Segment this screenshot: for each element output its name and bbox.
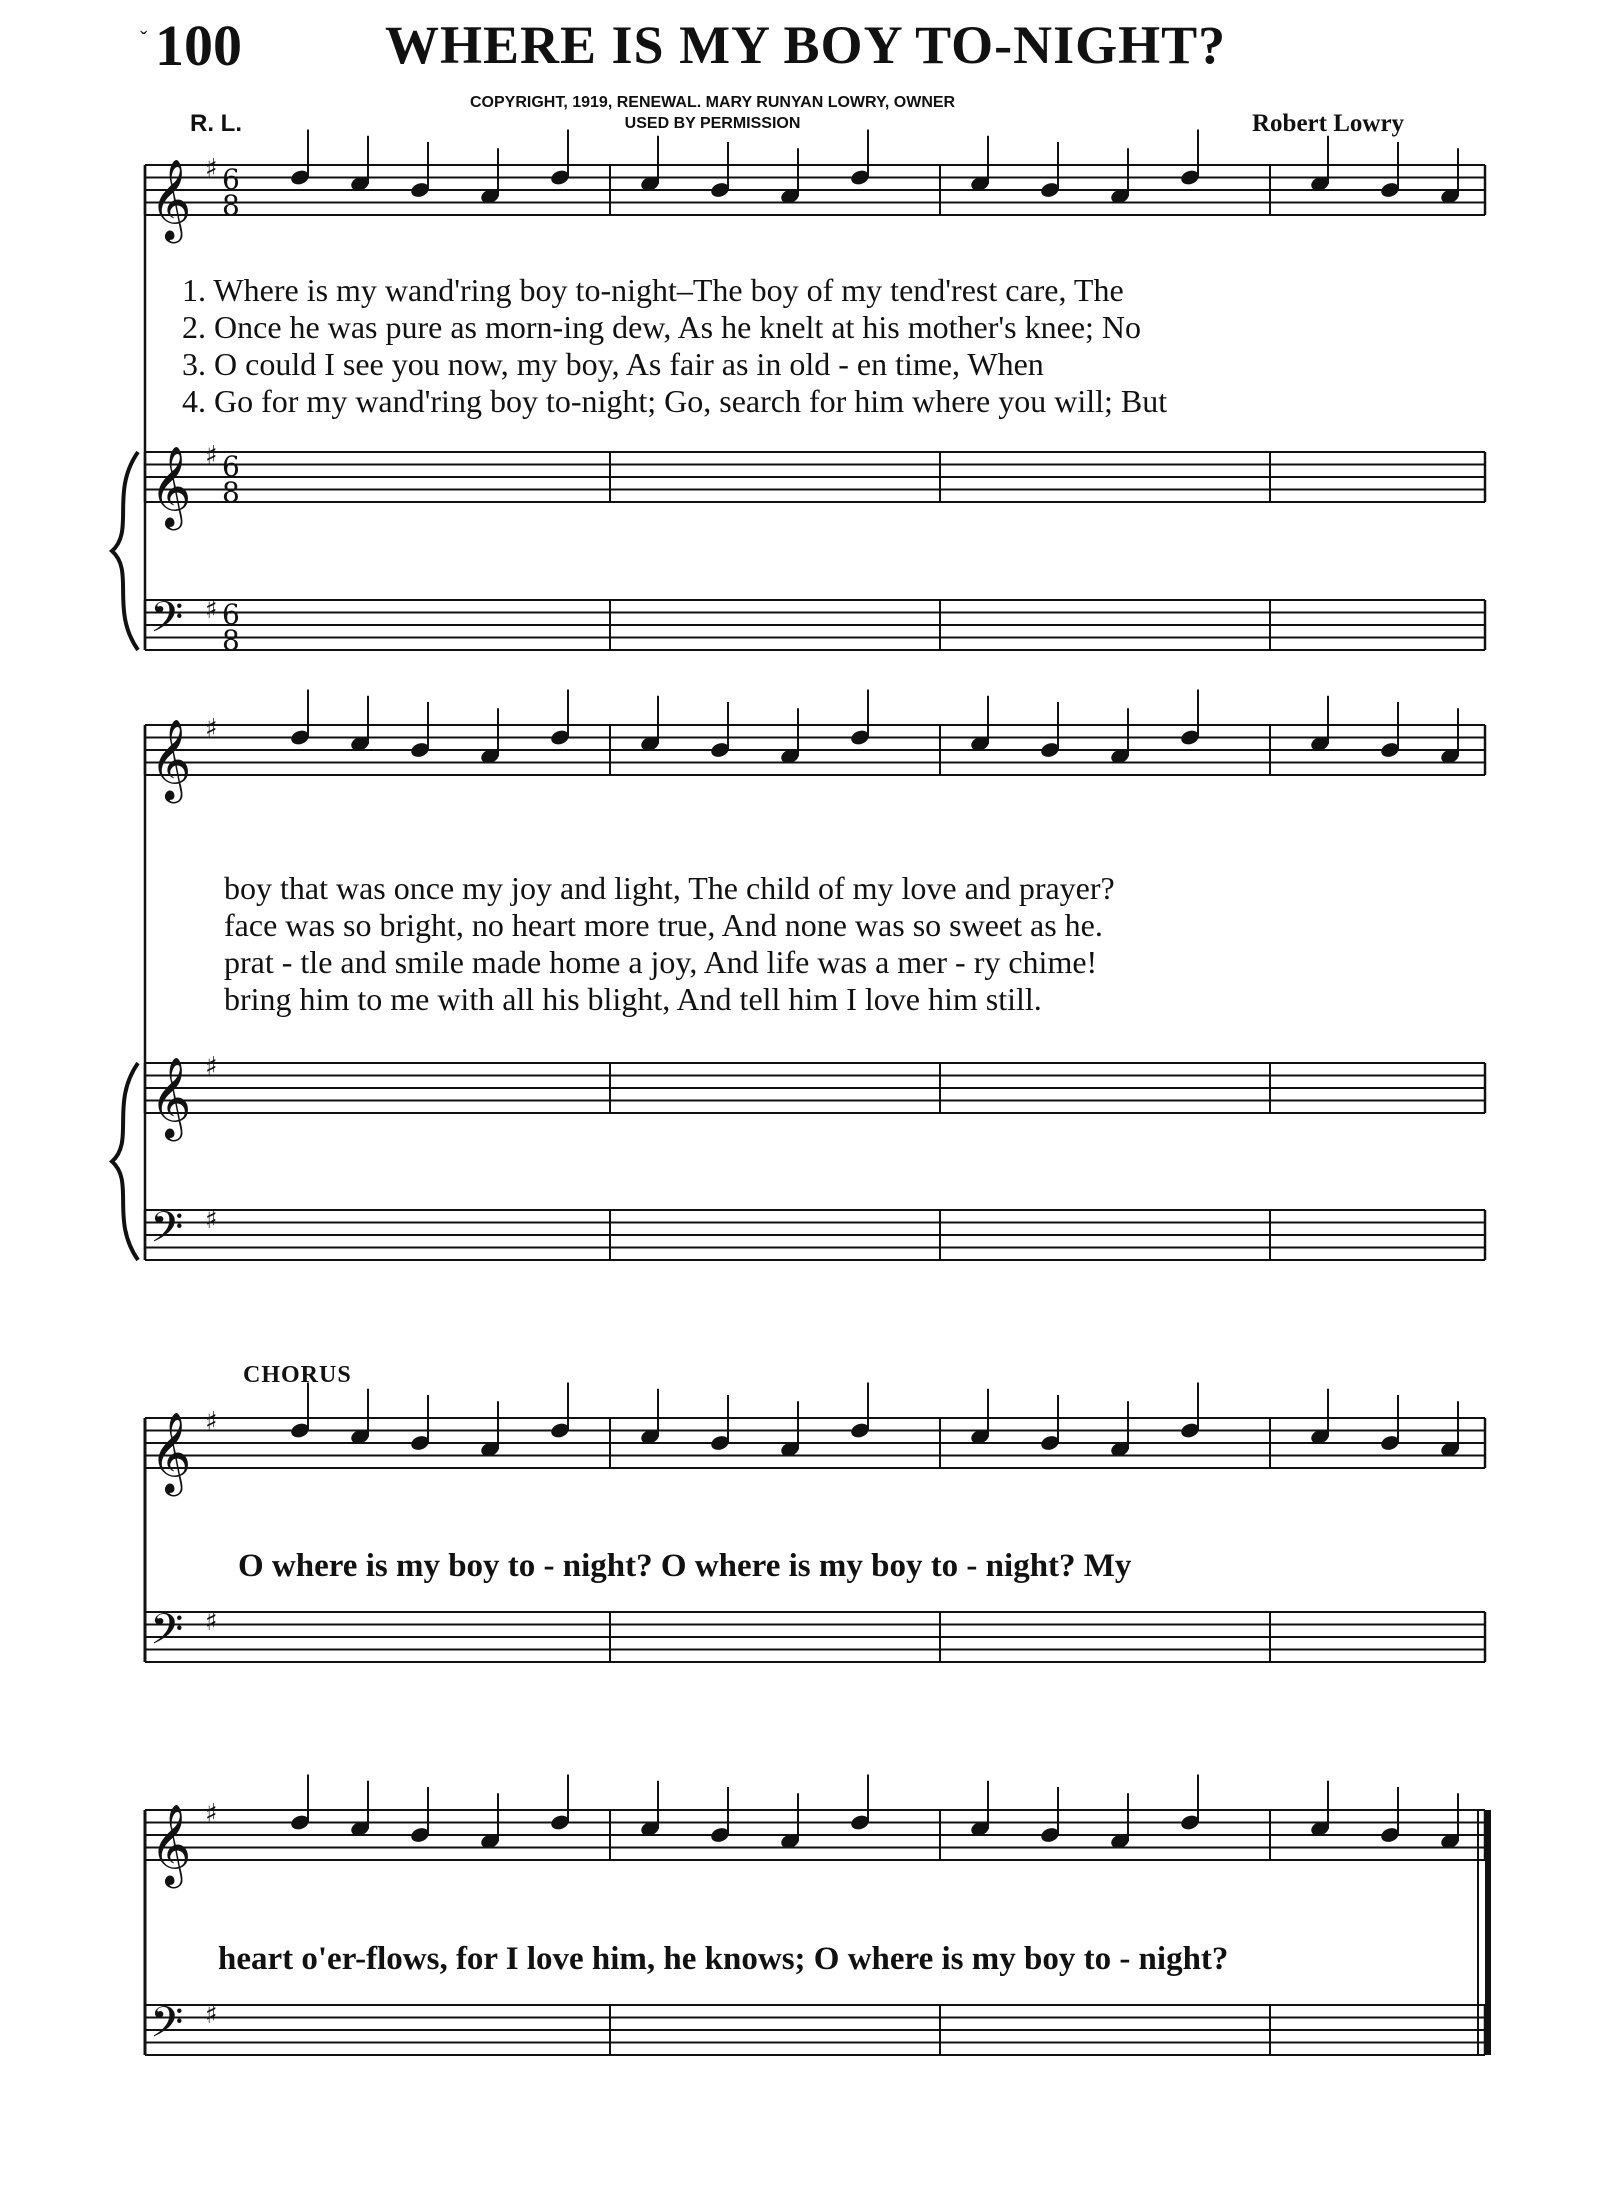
chorus-line-2: heart o'er-flows, for I love him, he knows; O where is my boy to - night? — [218, 1941, 1229, 1977]
bass-clef-icon: 𝄢 — [150, 1605, 184, 1665]
bass-clef-icon: 𝄢 — [150, 1998, 184, 2058]
music-by: Robert Lowry — [1252, 110, 1405, 137]
treble-clef-icon: 𝄞 — [150, 718, 192, 800]
hymn-number: 100 — [155, 13, 242, 78]
time-sig-top: 6 — [222, 163, 240, 196]
brace-icon — [112, 1063, 138, 1260]
key-signature-icon: ♯ — [205, 1607, 218, 1637]
hymn-title: WHERE IS MY BOY TO-NIGHT? — [385, 15, 1227, 75]
chorus-line-1: O where is my boy to - night? O where is my boy to - night? My — [238, 1548, 1132, 1584]
time-sig-bottom: 8 — [222, 624, 240, 657]
key-signature-icon: ♯ — [205, 154, 218, 184]
treble-clef-icon: 𝄞 — [150, 1411, 192, 1493]
chorus-label: CHORUS — [243, 1362, 352, 1388]
bass-clef-icon: 𝄢 — [150, 593, 184, 653]
key-signature-icon: ♯ — [205, 1052, 218, 1082]
treble-clef-icon: 𝄞 — [150, 158, 192, 240]
clefs — [150, 154, 240, 2058]
key-signature-icon: ♯ — [205, 1407, 218, 1437]
key-signature-icon: ♯ — [205, 714, 218, 744]
treble-clef-icon: 𝄞 — [150, 445, 192, 527]
verse-2-line-a: 2. Once he was pure as morn-ing dew, As he knelt at his mother's knee; No — [182, 309, 1142, 345]
brace-icon — [112, 452, 138, 650]
verse-1-line-b: boy that was once my joy and light, The child of my love and prayer? — [224, 870, 1115, 906]
verse-1-line-a: 1. Where is my wand'ring boy to-night–The boy of my tend'rest care, The — [182, 272, 1124, 308]
key-signature-icon: ♯ — [205, 1205, 218, 1235]
key-signature-icon: ♯ — [205, 595, 218, 625]
time-sig-bottom: 8 — [222, 476, 240, 509]
time-sig-bottom: 8 — [222, 189, 240, 222]
time-sig-top: 6 — [222, 450, 240, 483]
verse-4-line-a: 4. Go for my wand'ring boy to-night; Go, search for him where you will; But — [182, 383, 1168, 419]
key-signature-icon: ♯ — [205, 1799, 218, 1829]
words-by: R. L. — [190, 110, 242, 137]
treble-clef-icon: 𝄞 — [150, 1056, 192, 1138]
copyright-line-2: USED BY PERMISSION — [624, 115, 801, 132]
verse-3-line-a: 3. O could I see you now, my boy, As fair as in old - en time, When — [182, 346, 1044, 382]
time-sig-top: 6 — [222, 598, 240, 631]
copyright-line-1: COPYRIGHT, 1919, RENEWAL. MARY RUNYAN LOWRY, OWNER — [470, 94, 956, 111]
key-signature-icon: ♯ — [205, 2000, 218, 2030]
key-signature-icon: ♯ — [205, 441, 218, 471]
bass-clef-icon: 𝄢 — [150, 1203, 184, 1263]
treble-clef-icon: 𝄞 — [150, 1803, 192, 1885]
verse-2-line-b: face was so bright, no heart more true, And none was so sweet as he. — [224, 907, 1103, 943]
page-mark: ˇ — [140, 26, 148, 51]
verse-4-line-b: bring him to me with all his blight, And tell him I love him still. — [224, 981, 1042, 1017]
verse-3-line-b: prat - tle and smile made home a joy, And life was a mer - ry chime! — [224, 944, 1098, 980]
staff-lines — [112, 165, 1488, 2055]
